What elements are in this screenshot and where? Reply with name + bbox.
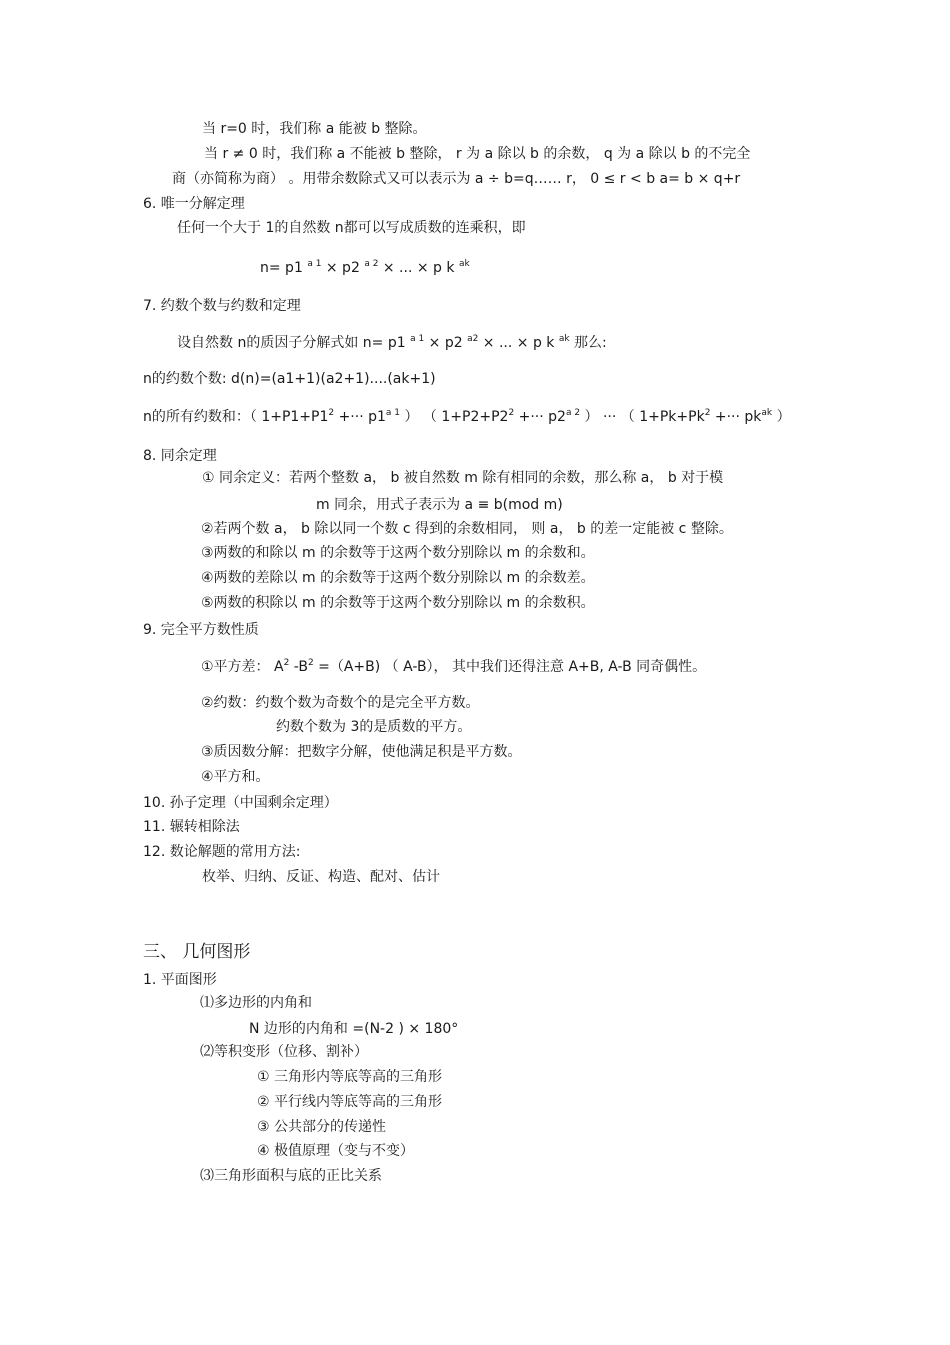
text-line: m 同余，用式子表示为 a ≡ b(mod m) [316, 497, 563, 513]
exponent: ak [761, 408, 773, 418]
formula-line [201, 658, 706, 676]
formula-term: +··· pk [714, 409, 762, 425]
chapter-heading: 三、 几何图形 [143, 942, 251, 962]
text-line: N 边形的内角和 =(N-2 ) × 180° [249, 1021, 459, 1037]
formula-term: 那么: [574, 335, 607, 351]
formula-term: × p2 [428, 335, 463, 351]
exponent: 2 [508, 408, 515, 418]
text-line: ⑵等积变形（位移、割补） [200, 1044, 368, 1060]
formula-term: -B [293, 659, 308, 675]
text-line: ③质因数分解：把数字分解，使他满足积是平方数。 [201, 744, 522, 760]
formula-term: n= p1 [260, 260, 303, 276]
text-line: 商（亦简称为商） 。用带余数除式又可以表示为 a ÷ b=q…… r， 0 ≤ r < b a= b × q+r [172, 171, 741, 187]
exponent: a 2 [364, 259, 379, 269]
exponent: a 1 [385, 408, 401, 418]
section-heading: 1. 平面图形 [143, 972, 217, 988]
text-line: ④两数的差除以 m 的余数等于这两个数分别除以 m 的余数差。 [201, 570, 595, 586]
section-heading: 10. 孙子定理（中国剩余定理） [143, 795, 338, 811]
exponent: a2 [467, 334, 479, 344]
formula-term: × ... × p k [482, 335, 555, 351]
section-heading: 6. 唯一分解定理 [143, 196, 245, 212]
text-line: ③两数的和除以 m 的余数等于这两个数分别除以 m 的余数和。 [201, 545, 595, 561]
text-line: 约数个数为 3的是质数的平方。 [276, 719, 472, 735]
formula-term: ） ··· （ 1+Pk+Pk [584, 409, 705, 425]
section-heading: 7. 约数个数与约数和定理 [143, 298, 301, 314]
exponent: 2 [704, 408, 711, 418]
text-line: ① 三角形内等底等高的三角形 [257, 1069, 443, 1085]
exponent: 2 [307, 658, 314, 668]
exponent: a 1 [307, 259, 322, 269]
text-line: ⑶三角形面积与底的正比关系 [200, 1168, 382, 1184]
formula-term: =（A+B) （ A-B）， 其中我们还得注意 A+B, A-B 同奇偶性。 [318, 659, 707, 675]
text-line: ③ 公共部分的传递性 [257, 1119, 387, 1135]
exponent: 2 [328, 408, 335, 418]
text-line: ⑤两数的积除以 m 的余数等于这两个数分别除以 m 的余数积。 [201, 595, 595, 611]
text-line: n的约数个数: d(n)=(a1+1)(a2+1)....(ak+1) [143, 371, 436, 387]
formula-term: × p2 [325, 260, 360, 276]
text-line: ②若两个数 a， b 除以同一个数 c 得到的余数相同， 则 a， b 的差一定能被 c 整除。 [201, 521, 733, 537]
section-heading: 9. 完全平方数性质 [143, 622, 259, 638]
formula-term: 设自然数 n的质因子分解式如 n= p1 [177, 335, 406, 351]
text-line: 当 r=0 时，我们称 a 能被 b 整除。 [202, 121, 427, 137]
section-heading: 11. 辗转相除法 [143, 819, 240, 835]
formula-term: ①平方差： A [201, 659, 284, 675]
exponent: ak [458, 259, 470, 269]
text-line: ② 平行线内等底等高的三角形 [257, 1094, 443, 1110]
exponent: a 1 [410, 334, 425, 344]
formula-term: +··· p2 [518, 409, 566, 425]
text-line: ① 同余定义：若两个整数 a， b 被自然数 m 除有相同的余数，那么称 a， b 对于模 [202, 470, 724, 486]
formula-line [143, 408, 791, 426]
text-line: 任何一个大于 1的自然数 n都可以写成质数的连乘积，即 [177, 220, 526, 236]
formula-term: × ... × p k [382, 260, 455, 276]
text-line: 当 r ≠ 0 时，我们称 a 不能被 b 整除， r 为 a 除以 b 的余数， q 为 a 除以 b 的不完全 [204, 146, 751, 162]
formula-term: +··· p1 [338, 409, 386, 425]
formula-term: n的所有约数和：（ 1+P1+P1 [143, 409, 329, 425]
formula-line [260, 259, 470, 277]
text-line: ④ 极值原理（变与不变） [257, 1143, 415, 1159]
formula-term: ） （ 1+P2+P2 [404, 409, 509, 425]
section-heading: 12. 数论解题的常用方法: [143, 844, 301, 860]
formula-line [177, 334, 607, 352]
exponent: ak [558, 334, 570, 344]
exponent: 2 [283, 658, 290, 668]
exponent: a 2 [565, 408, 581, 418]
text-line: 枚举、归纳、反证、构造、配对、估计 [202, 869, 440, 885]
text-line: ④平方和。 [201, 769, 270, 785]
text-line: ②约数：约数个数为奇数个的是完全平方数。 [201, 695, 480, 711]
section-heading: 8. 同余定理 [143, 448, 217, 464]
formula-term: ） [776, 409, 791, 425]
text-line: ⑴多边形的内角和 [200, 995, 312, 1011]
